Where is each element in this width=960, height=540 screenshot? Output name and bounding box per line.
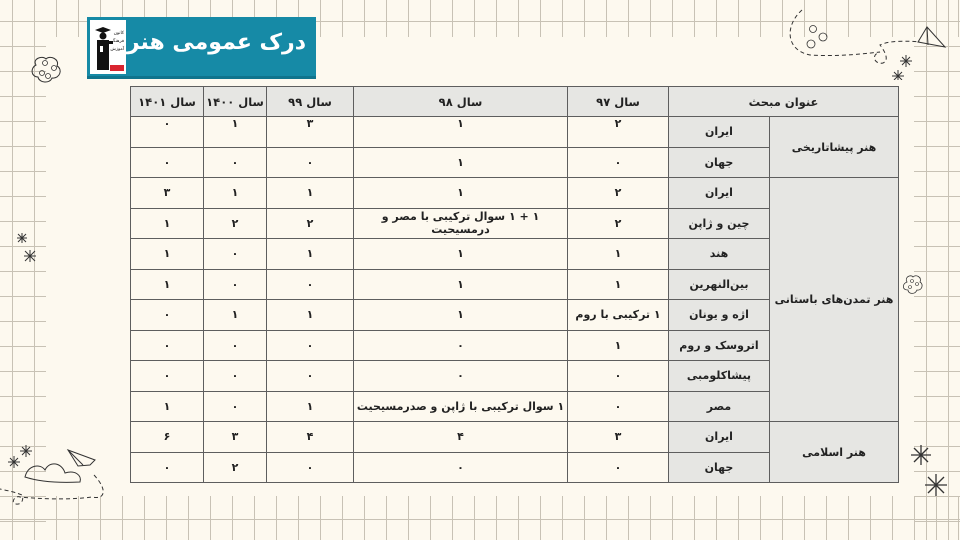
value-99: ۰ xyxy=(267,452,354,483)
sparkle-doodle-icon xyxy=(15,232,41,264)
value-1401: ۰ xyxy=(131,452,204,483)
header-year-1400: سال ۱۴۰۰ xyxy=(204,87,267,117)
value-1400: ۰ xyxy=(204,147,267,178)
value-1401: ۱ xyxy=(131,269,204,300)
subtopic-cell: جهان xyxy=(669,452,770,483)
value-1401: ۳ xyxy=(131,178,204,209)
value-1401: ۱ xyxy=(131,239,204,270)
logo-line-2: فرهنگی xyxy=(109,39,124,44)
subtopic-cell: ایران xyxy=(669,117,770,148)
subtopic-cell: ایران xyxy=(669,422,770,453)
value-99: ۴ xyxy=(267,422,354,453)
value-1401: ۰ xyxy=(131,147,204,178)
subtopic-cell: مصر xyxy=(669,391,770,422)
value-97: ۱ xyxy=(568,239,669,270)
category-cell: هنر پیشاتاریخی xyxy=(770,117,899,178)
logo-line-3: آموزش xyxy=(110,47,124,52)
value-97: ۱ xyxy=(568,330,669,361)
table-row xyxy=(131,117,899,148)
value-98: ۱ xyxy=(354,300,568,331)
title-banner xyxy=(87,17,316,79)
value-97: ۰ xyxy=(568,391,669,422)
value-1401: ۶ xyxy=(131,422,204,453)
value-99: ۰ xyxy=(267,330,354,361)
value-1401: ۰ xyxy=(131,117,204,148)
value-98: ۱ xyxy=(354,239,568,270)
header-year-98: سال ۹۸ xyxy=(354,87,568,117)
value-98: ۱ سوال ترکیبی با ژاپن و صدرمسیحیت xyxy=(354,391,568,422)
value-98: ۱ xyxy=(354,178,568,209)
paper-plane-doodle-icon xyxy=(780,5,950,80)
sparkle-right-doodle-icon xyxy=(910,444,950,498)
value-98: ۰ xyxy=(354,361,568,392)
subtopic-cell: ایران xyxy=(669,178,770,209)
grid-bottom-band xyxy=(0,496,960,540)
value-99: ۲ xyxy=(267,208,354,239)
cloud-plane-doodle-icon xyxy=(0,445,112,527)
logo-badge xyxy=(110,65,124,71)
value-99: ۳ xyxy=(267,117,354,148)
value-99: ۱ xyxy=(267,239,354,270)
value-1400: ۱ xyxy=(204,300,267,331)
subtopic-cell: اژه و یونان xyxy=(669,300,770,331)
value-1401: ۱ xyxy=(131,391,204,422)
value-99: ۱ xyxy=(267,391,354,422)
value-98: ۱ + ۱ سوال ترکیبی با مصر و درمسیحیت xyxy=(354,208,568,239)
small-flower-doodle-icon xyxy=(902,274,924,296)
value-97: ۲ xyxy=(568,117,669,148)
subtopic-cell: پیشاکلومبی xyxy=(669,361,770,392)
value-1400: ۰ xyxy=(204,330,267,361)
table-header-row xyxy=(131,87,899,117)
value-1400: ۰ xyxy=(204,361,267,392)
table-row xyxy=(131,178,899,209)
value-1400: ۰ xyxy=(204,391,267,422)
header-year-97: سال ۹۷ xyxy=(568,87,669,117)
logo xyxy=(90,20,126,74)
value-97: ۱ xyxy=(568,269,669,300)
value-1400: ۰ xyxy=(204,269,267,300)
flower-doodle-icon xyxy=(30,55,64,85)
category-cell: هنر تمدن‌های باستانی xyxy=(770,178,899,422)
value-1401: ۱ xyxy=(131,208,204,239)
value-1400: ۰ xyxy=(204,239,267,270)
value-98: ۰ xyxy=(354,330,568,361)
value-1401: ۰ xyxy=(131,361,204,392)
header-year-99: سال ۹۹ xyxy=(267,87,354,117)
value-97: ۰ xyxy=(568,147,669,178)
value-1401: ۰ xyxy=(131,330,204,361)
value-1400: ۱ xyxy=(204,178,267,209)
value-97: ۰ xyxy=(568,361,669,392)
value-99: ۰ xyxy=(267,361,354,392)
page-title: درک عمومی هنر xyxy=(126,30,306,55)
value-97: ۲ xyxy=(568,208,669,239)
value-97: ۳ xyxy=(568,422,669,453)
value-97: ۰ xyxy=(568,452,669,483)
subtopic-cell: جهان xyxy=(669,147,770,178)
exam-topics-table xyxy=(130,86,899,483)
header-topic: عنوان مبحث xyxy=(669,87,899,117)
value-98: ۱ xyxy=(354,147,568,178)
value-1400: ۲ xyxy=(204,452,267,483)
category-cell: هنر اسلامی xyxy=(770,422,899,483)
subtopic-cell: چین و ژاپن xyxy=(669,208,770,239)
value-1400: ۳ xyxy=(204,422,267,453)
logo-text xyxy=(109,30,124,54)
subtopic-cell: اتروسک و روم xyxy=(669,330,770,361)
value-1400: ۱ xyxy=(204,117,267,148)
value-98: ۴ xyxy=(354,422,568,453)
value-97: ۲ xyxy=(568,178,669,209)
table-row xyxy=(131,422,899,453)
logo-line-1: کانون xyxy=(113,31,124,36)
value-99: ۱ xyxy=(267,178,354,209)
header-year-1401: سال ۱۴۰۱ xyxy=(131,87,204,117)
value-1400: ۲ xyxy=(204,208,267,239)
value-99: ۰ xyxy=(267,147,354,178)
value-1401: ۰ xyxy=(131,300,204,331)
value-97: ۱ ترکیبی با روم xyxy=(568,300,669,331)
subtopic-cell: هند xyxy=(669,239,770,270)
value-98: ۰ xyxy=(354,452,568,483)
subtopic-cell: بین‌النهرین xyxy=(669,269,770,300)
value-99: ۱ xyxy=(267,300,354,331)
value-98: ۱ xyxy=(354,269,568,300)
value-98: ۱ xyxy=(354,117,568,148)
value-99: ۰ xyxy=(267,269,354,300)
